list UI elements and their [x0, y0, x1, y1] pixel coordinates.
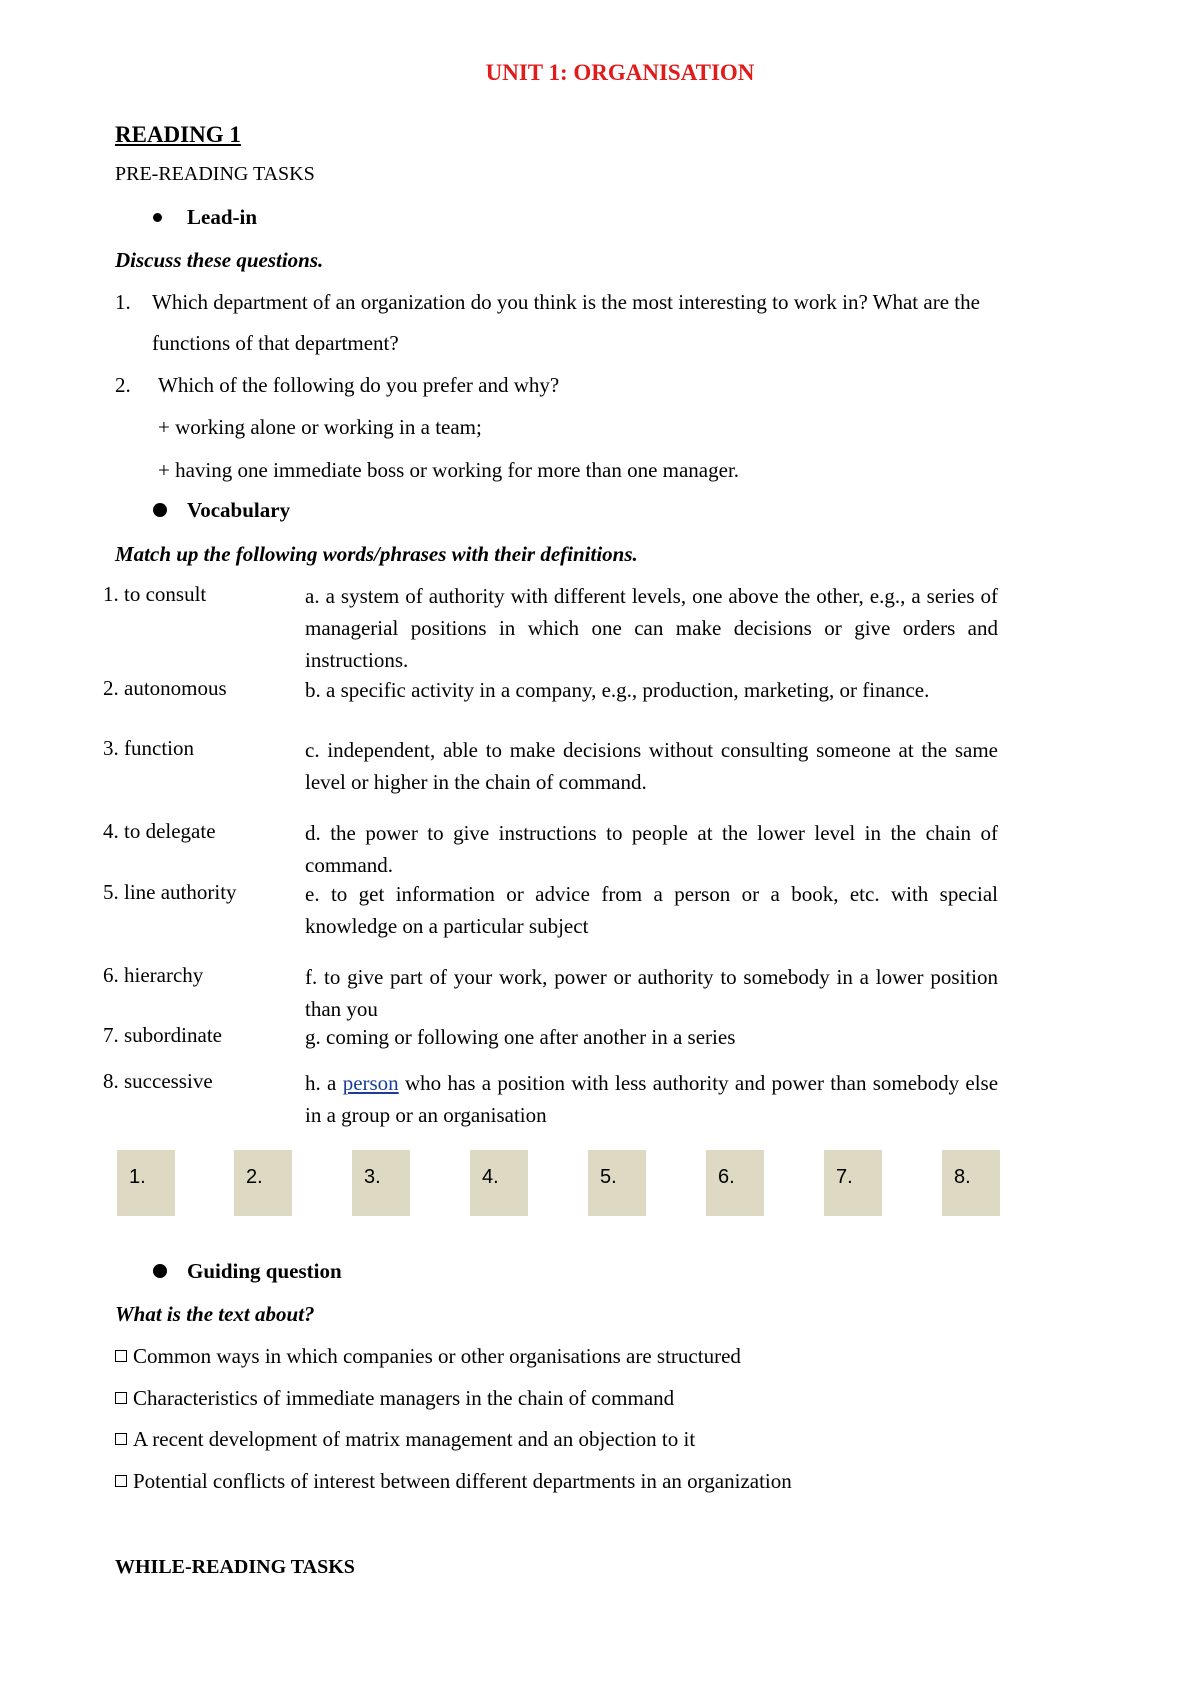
answer-box-label: 3.	[364, 1166, 381, 1188]
question-2-number: 2.	[115, 373, 131, 397]
checkbox-icon[interactable]	[115, 1350, 127, 1362]
vocab-definition: e. to get information or advice from a person or a book, etc. with special knowledge on a particular subject	[305, 882, 998, 938]
vocab-word: 3. function	[103, 736, 194, 760]
guiding-option[interactable]	[115, 1386, 674, 1411]
answer-box-label: 7.	[836, 1166, 853, 1188]
answer-box-label: 2.	[246, 1166, 263, 1188]
vocab-definition: g. coming or following one after another in a series	[305, 1025, 736, 1049]
answer-box-label: 5.	[600, 1166, 617, 1188]
question-2-option-2: + having one immediate boss or working for more than one manager.	[158, 458, 740, 482]
answer-box-6[interactable]	[706, 1150, 764, 1216]
vocab-word: 4. to delegate	[103, 819, 216, 843]
vocab-definition: b. a specific activity in a company, e.g., production, marketing, or finance.	[305, 678, 930, 702]
lead-in-instruction: Discuss these questions.	[115, 248, 324, 272]
pre-reading-heading: PRE-READING TASKS	[115, 163, 315, 185]
answer-box-5[interactable]	[588, 1150, 646, 1216]
answer-box-4[interactable]	[470, 1150, 528, 1216]
vocab-word: 6. hierarchy	[103, 963, 204, 987]
vocab-definition: d. the power to give instructions to people at the lower level in the chain of command.	[305, 821, 998, 877]
bullet-icon	[153, 213, 162, 222]
definition-h-suffix: who has a position with less authority and power than somebody else in a group or an organisation	[305, 1071, 999, 1127]
bullet-icon	[153, 503, 167, 517]
vocab-definition: f. to give part of your work, power or authority to somebody in a lower position than you	[305, 965, 998, 1021]
guiding-option-label: Characteristics of immediate managers in the chain of command	[133, 1386, 675, 1410]
question-1-line-1: Which department of an organization do you think is the most interesting to work in? What are the	[152, 290, 980, 314]
answer-box-2[interactable]	[234, 1150, 292, 1216]
vocabulary-label: Vocabulary	[187, 498, 291, 522]
answer-box-8[interactable]	[942, 1150, 1000, 1216]
while-reading-heading: WHILE-READING TASKS	[115, 1556, 355, 1578]
checkbox-icon[interactable]	[115, 1392, 127, 1404]
vocab-word: 1. to consult	[103, 582, 207, 606]
question-1-number: 1.	[115, 290, 131, 314]
answer-box-7[interactable]	[824, 1150, 882, 1216]
answer-box-3[interactable]	[352, 1150, 410, 1216]
bullet-icon	[153, 1264, 167, 1278]
guiding-option-label: Potential conflicts of interest between different departments in an organization	[133, 1469, 792, 1493]
vocab-word: 7. subordinate	[103, 1023, 222, 1047]
answer-box-label: 8.	[954, 1166, 971, 1188]
guiding-option-label: A recent development of matrix management and an objection to it	[133, 1427, 696, 1451]
answer-box-label: 4.	[482, 1166, 499, 1188]
vocab-word: 8. successive	[103, 1069, 213, 1093]
person-link[interactable]: person	[342, 1071, 399, 1095]
guiding-question-label: Guiding question	[187, 1259, 342, 1283]
vocab-word: 2. autonomous	[103, 676, 227, 700]
question-2-option-1: + working alone or working in a team;	[158, 415, 482, 439]
vocabulary-instruction: Match up the following words/phrases with their definitions.	[115, 542, 638, 566]
checkbox-icon[interactable]	[115, 1475, 127, 1487]
vocab-definition-h	[305, 1067, 998, 1131]
answer-box-label: 6.	[718, 1166, 735, 1188]
guiding-option-label: Common ways in which companies or other organisations are structured	[133, 1344, 741, 1368]
vocab-definition: c. independent, able to make decisions without consulting someone at the same level or higher in the chain of command.	[305, 738, 998, 794]
vocab-word: 5. line authority	[103, 880, 237, 904]
definition-h-prefix: h. a	[305, 1071, 337, 1095]
unit-title: UNIT 1: ORGANISATION	[485, 60, 755, 85]
guiding-option[interactable]	[115, 1469, 792, 1494]
lead-in-label: Lead-in	[187, 205, 258, 229]
reading-heading: READING 1	[115, 122, 241, 147]
question-1-line-2: functions of that department?	[152, 331, 399, 355]
guiding-option[interactable]	[115, 1344, 741, 1369]
guiding-question-text: What is the text about?	[115, 1302, 315, 1326]
answer-box-1[interactable]	[117, 1150, 175, 1216]
question-2-text: Which of the following do you prefer and why?	[158, 373, 560, 397]
checkbox-icon[interactable]	[115, 1433, 127, 1445]
vocab-definition: a. a system of authority with different levels, one above the other, e.g., a series of managerial positions in which one can make decisions or give orders and instructions.	[305, 584, 998, 672]
guiding-option[interactable]	[115, 1427, 695, 1452]
answer-box-label: 1.	[129, 1166, 146, 1188]
